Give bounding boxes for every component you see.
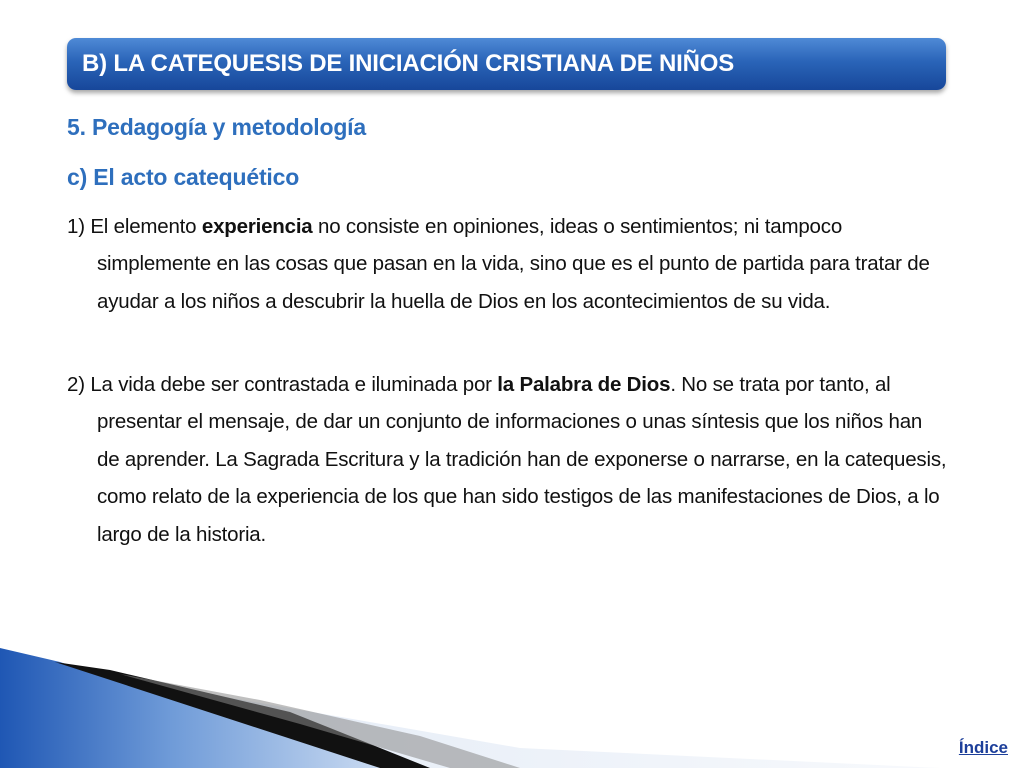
paragraph-2-text-before: La vida debe ser contrastada e iluminada por xyxy=(90,373,498,396)
slide-title: B) LA CATEQUESIS DE INICIACIÓN CRISTIANA DE NIÑOS xyxy=(82,50,735,77)
index-link[interactable]: Índice xyxy=(958,738,1008,757)
section-heading: 5. Pedagogía y metodología xyxy=(67,114,366,140)
paragraph-2-bold-term: la Palabra de Dios xyxy=(497,373,671,396)
paragraph-1-bold-term: experiencia xyxy=(201,215,313,238)
paragraph-2-text-after: . No se trata por tanto, al presentar el mensaje, de dar un conjunto de informaciones o unas síntesis que los niños han de aprender. La Sagrada Escritura y la tradición han de exponerse o narrarse, en la catequesis, como relato de la experiencia de los que han sido testigos de las manifestaciones de Dios, a lo largo de la historia. xyxy=(97,373,947,546)
paragraph-1-text-after: no consiste en opiniones, ideas o sentimientos; ni tampoco simplemente en las cosas que pasan en la vida, sino que es el punto de partida para tratar de ayudar a los niños a descubrir la huella de Dios en los acontecimientos de su vida. xyxy=(97,215,930,313)
section-subheading: c) El acto catequético xyxy=(67,164,300,190)
swoosh-blue-band xyxy=(0,648,380,768)
paragraph-1-text-before: El elemento xyxy=(90,215,202,238)
paragraph-2-number: 2) xyxy=(67,373,91,396)
paragraph-1-number: 1) xyxy=(67,215,91,238)
